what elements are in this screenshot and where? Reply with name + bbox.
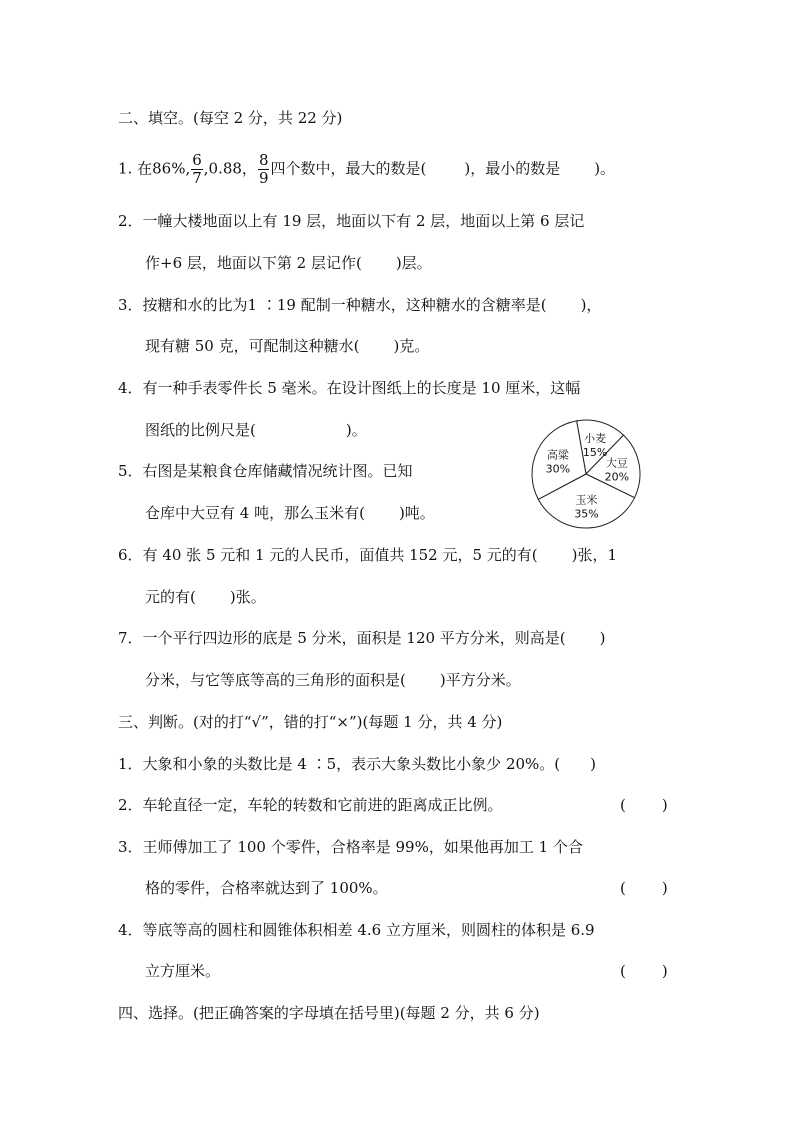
question-text: 等底等高的圆柱和圆锥体积相差 4.6 立方厘米，则圆柱的体积是 6.9 — [142, 921, 595, 939]
section-2-title: 二、填空。(每空 2 分，共 22 分) — [118, 109, 343, 127]
question-text: 四个数中，最大的数是( — [270, 159, 427, 178]
question-number: 3． — [118, 838, 143, 856]
question-text: 车轮直径一定，车轮的转数和它前进的距离成正比例。 — [142, 796, 503, 814]
question-text: 作+6 层，地面以下第 2 层记作( — [145, 254, 362, 272]
question-text: ) — [590, 755, 596, 773]
question-text: )张。 — [229, 588, 266, 606]
question-2-1: 1. 在86%, $\frac{6}{7}$ ,0.88， $\frac{8}{9}$ 四个数中，最大的数是( )，最小的数是 )。 — [118, 151, 616, 187]
question-text: )。 — [345, 421, 367, 439]
question-text: )，最小的数是 — [464, 159, 561, 178]
question-text: )层。 — [395, 254, 432, 272]
question-2-3-cont — [145, 336, 429, 356]
question-2-6-cont — [145, 587, 266, 607]
pie-category-label: 高粱 — [546, 448, 569, 462]
question-2-5 — [118, 461, 413, 481]
question-text: 分米，与它等底等高的三角形的面积是( — [145, 671, 406, 689]
question-3-4-cont — [145, 961, 220, 981]
pie-category-label: 玉米 — [575, 493, 598, 507]
pie-category-label: 大豆 — [605, 456, 628, 470]
question-text: 元的有( — [145, 588, 196, 606]
question-text: 王师傅加工了 100 个零件，合格率是 99%，如果他再加工 1 个合 — [142, 838, 583, 856]
question-3-3 — [118, 837, 583, 857]
pie-category-label: 小麦 — [584, 432, 607, 446]
question-number: 5． — [118, 462, 143, 480]
question-text-pre: 在86%, — [137, 159, 191, 178]
question-text: )平方分米。 — [439, 671, 521, 689]
question-text: 一幢大楼地面以上有 19 层，地面以下有 2 层，地面以上第 6 层记 — [142, 212, 585, 230]
question-3-4 — [118, 920, 595, 940]
question-2-4 — [118, 378, 580, 398]
pie-percent-label: 30% — [545, 462, 571, 476]
question-text: 图纸的比例尺是( — [145, 421, 256, 439]
question-text: 现有糖 50 克，可配制这种糖水( — [145, 337, 360, 355]
question-text: )， — [580, 296, 602, 314]
answer-bracket: ( ) — [620, 879, 668, 897]
fraction-8-9: $\frac{8}{9}$ — [258, 151, 269, 187]
answer-bracket: ( ) — [620, 796, 668, 814]
question-2-5-cont — [145, 503, 435, 523]
question-text: 按糖和水的比为1 ∶19 配制一种糖水，这种糖水的含糖率是( — [142, 296, 547, 314]
question-2-6 — [118, 545, 617, 565]
question-text: 立方厘米。 — [145, 962, 221, 980]
question-2-7-cont — [145, 670, 521, 690]
grain-storage-pie-chart — [530, 418, 642, 530]
question-text: 有 40 张 5 元和 1 元的人民币，面值共 152 元，5 元的有( — [142, 546, 538, 564]
question-number: 2． — [118, 212, 143, 230]
question-text: 一个平行四边形的底是 5 分米，面积是 120 平方分米，则高是( — [142, 629, 566, 647]
pie-percent-label: 15% — [582, 446, 608, 460]
question-number: 4． — [118, 921, 143, 939]
question-text: 有一种手表零件长 5 毫米。在设计图纸上的长度是 10 厘米，这幅 — [142, 379, 581, 397]
question-2-4-cont — [145, 420, 367, 440]
question-2-2-cont — [145, 253, 432, 273]
question-text: )吨。 — [398, 504, 435, 522]
question-text-mid: ,0.88， — [203, 159, 257, 178]
fraction-6-7: $\frac{6}{7}$ — [192, 151, 202, 187]
question-number: 7． — [118, 629, 143, 647]
question-number: 4． — [118, 379, 143, 397]
section-3-title: 三、判断。(对的打“√”，错的打“×”)(每题 1 分，共 4 分) — [118, 713, 503, 731]
question-3-2 — [118, 795, 503, 815]
question-text: )克。 — [393, 337, 430, 355]
question-number: 1． — [118, 755, 143, 773]
question-text: )。 — [594, 159, 616, 178]
question-3-3-cont — [145, 878, 388, 898]
question-2-3 — [118, 295, 601, 315]
question-number: 3． — [118, 296, 143, 314]
question-text: 格的零件，合格率就达到了 100%。 — [145, 879, 388, 897]
question-text: )张，1 — [571, 546, 618, 564]
question-text: 大象和小象的头数比是 4 ∶5，表示大象头数比小象少 20%。( — [142, 755, 561, 773]
pie-percent-label: 35% — [574, 507, 599, 521]
question-number: 2． — [118, 796, 143, 814]
question-2-7 — [118, 628, 606, 648]
question-number: 1 — [118, 159, 128, 178]
section-4-title: 四、选择。(把正确答案的字母填在括号里)(每题 2 分，共 6 分) — [118, 1004, 540, 1022]
answer-bracket: ( ) — [620, 962, 668, 980]
question-text: 仓库中大豆有 4 吨，那么玉米有( — [145, 504, 365, 522]
question-text: 右图是某粮食仓库储藏情况统计图。已知 — [142, 462, 413, 480]
question-number: 6． — [118, 546, 143, 564]
question-3-1 — [118, 754, 596, 774]
question-2-2 — [118, 211, 584, 231]
question-text: ) — [599, 629, 606, 647]
pie-percent-label: 20% — [604, 470, 630, 484]
